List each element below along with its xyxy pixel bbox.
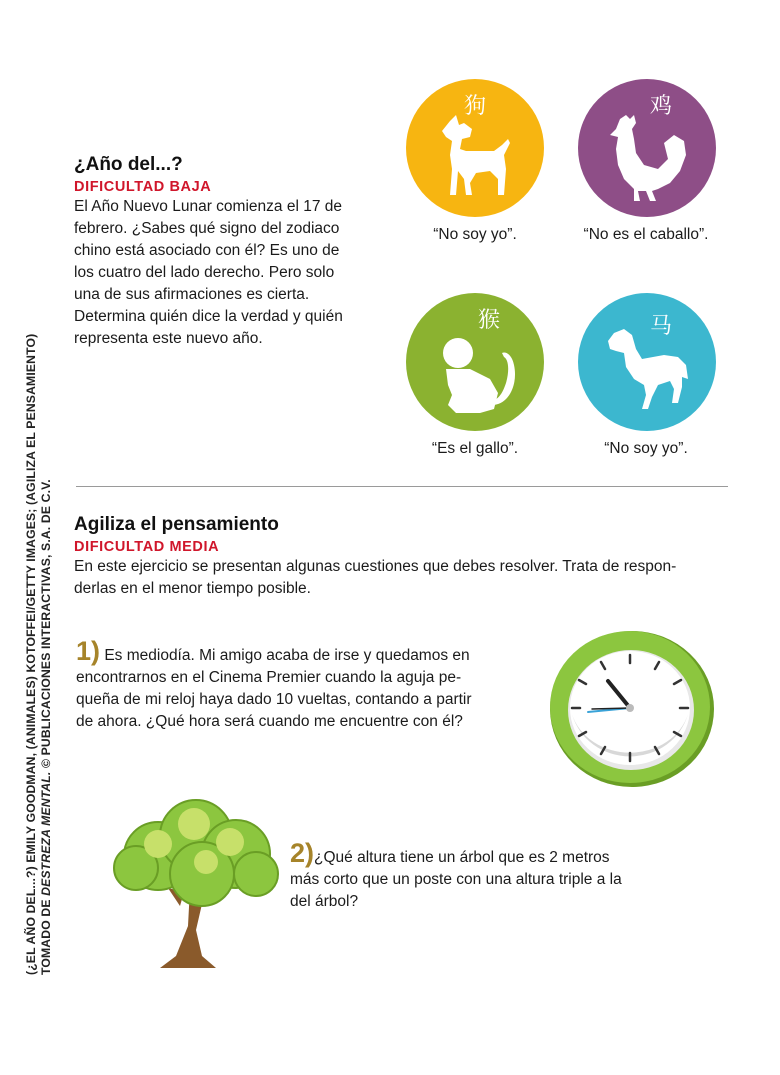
question-1-number: 1)	[76, 636, 101, 666]
puzzle-1-text: El Año Nuevo Lunar comienza el 17 de febrero. ¿Sabes qué signo del zodiaco chino está asociado con él? Es uno de los cuatro del lado derecho. Pero solo una de sus afirmaciones es cierta. Determina quién dice la verdad y quién representa este nuevo año.	[74, 198, 343, 347]
rooster-circle	[578, 79, 716, 217]
puzzle-2-title: Agiliza el pensamiento	[74, 514, 279, 535]
rooster-hanzi: 鸡	[650, 94, 673, 119]
photo-credit	[24, 275, 53, 975]
credit-line-1: (¿EL AÑO DEL...?) EMILY GOODMAN, (ANIMALES) KOTOFFEI/GETTY IMAGES; (AGILIZA EL PENSAMIENTO)	[24, 333, 38, 975]
dog-icon	[406, 79, 544, 217]
dog-hanzi: 狗	[464, 94, 487, 119]
horse-icon	[578, 293, 716, 431]
question-2-number: 2)	[290, 838, 315, 868]
dog-circle	[406, 79, 544, 217]
puzzle-1-title: ¿Año del...?	[74, 154, 183, 175]
puzzle-2-difficulty: DIFICULTAD MEDIA	[74, 539, 220, 555]
question-2-text: 2)¿Qué altura tiene un árbol que es 2 metros más corto que un poste con una altura triple a la del árbol?	[290, 838, 622, 910]
puzzle-1-difficulty: DIFICULTAD BAJA	[74, 179, 212, 195]
monkey-hanzi: 猴	[478, 308, 501, 333]
horse-hanzi: 马	[650, 314, 673, 339]
question-1	[76, 636, 536, 733]
question-1-text: 1) Es mediodía. Mi amigo acaba de irse y quedamos en encontrarnos en el Cinema Premier cuando la aguja pe- queña de mi reloj haya dado 10 vueltas, contando a partir de ahora. ¿Qué hora será cuando me encuentre con él?	[76, 636, 472, 730]
dog-quote: “No soy yo”.	[433, 226, 517, 243]
rooster-icon	[578, 79, 716, 217]
credit-line-2: TOMADO DE DESTREZA MENTAL. © PUBLICACIONES INTERACTIVAS, S.A. DE C.V.	[38, 479, 53, 975]
rooster-quote: “No es el caballo”.	[583, 226, 709, 243]
question-2	[290, 838, 690, 913]
puzzle-2-intro: En este ejercicio se presentan algunas cuestiones que debes resolver. Trata de respon- derlas en el menor tiempo posible.	[74, 558, 677, 597]
puzzle-2	[74, 514, 734, 600]
puzzle-1	[74, 154, 394, 350]
horse-circle	[578, 293, 716, 431]
tree-icon	[98, 796, 294, 976]
monkey-icon	[406, 293, 544, 431]
clock-icon	[548, 630, 716, 788]
monkey-quote: “Es el gallo”.	[431, 440, 519, 457]
monkey-circle	[406, 293, 544, 431]
horse-quote: “No soy yo”.	[604, 440, 688, 457]
section-divider	[76, 486, 728, 487]
